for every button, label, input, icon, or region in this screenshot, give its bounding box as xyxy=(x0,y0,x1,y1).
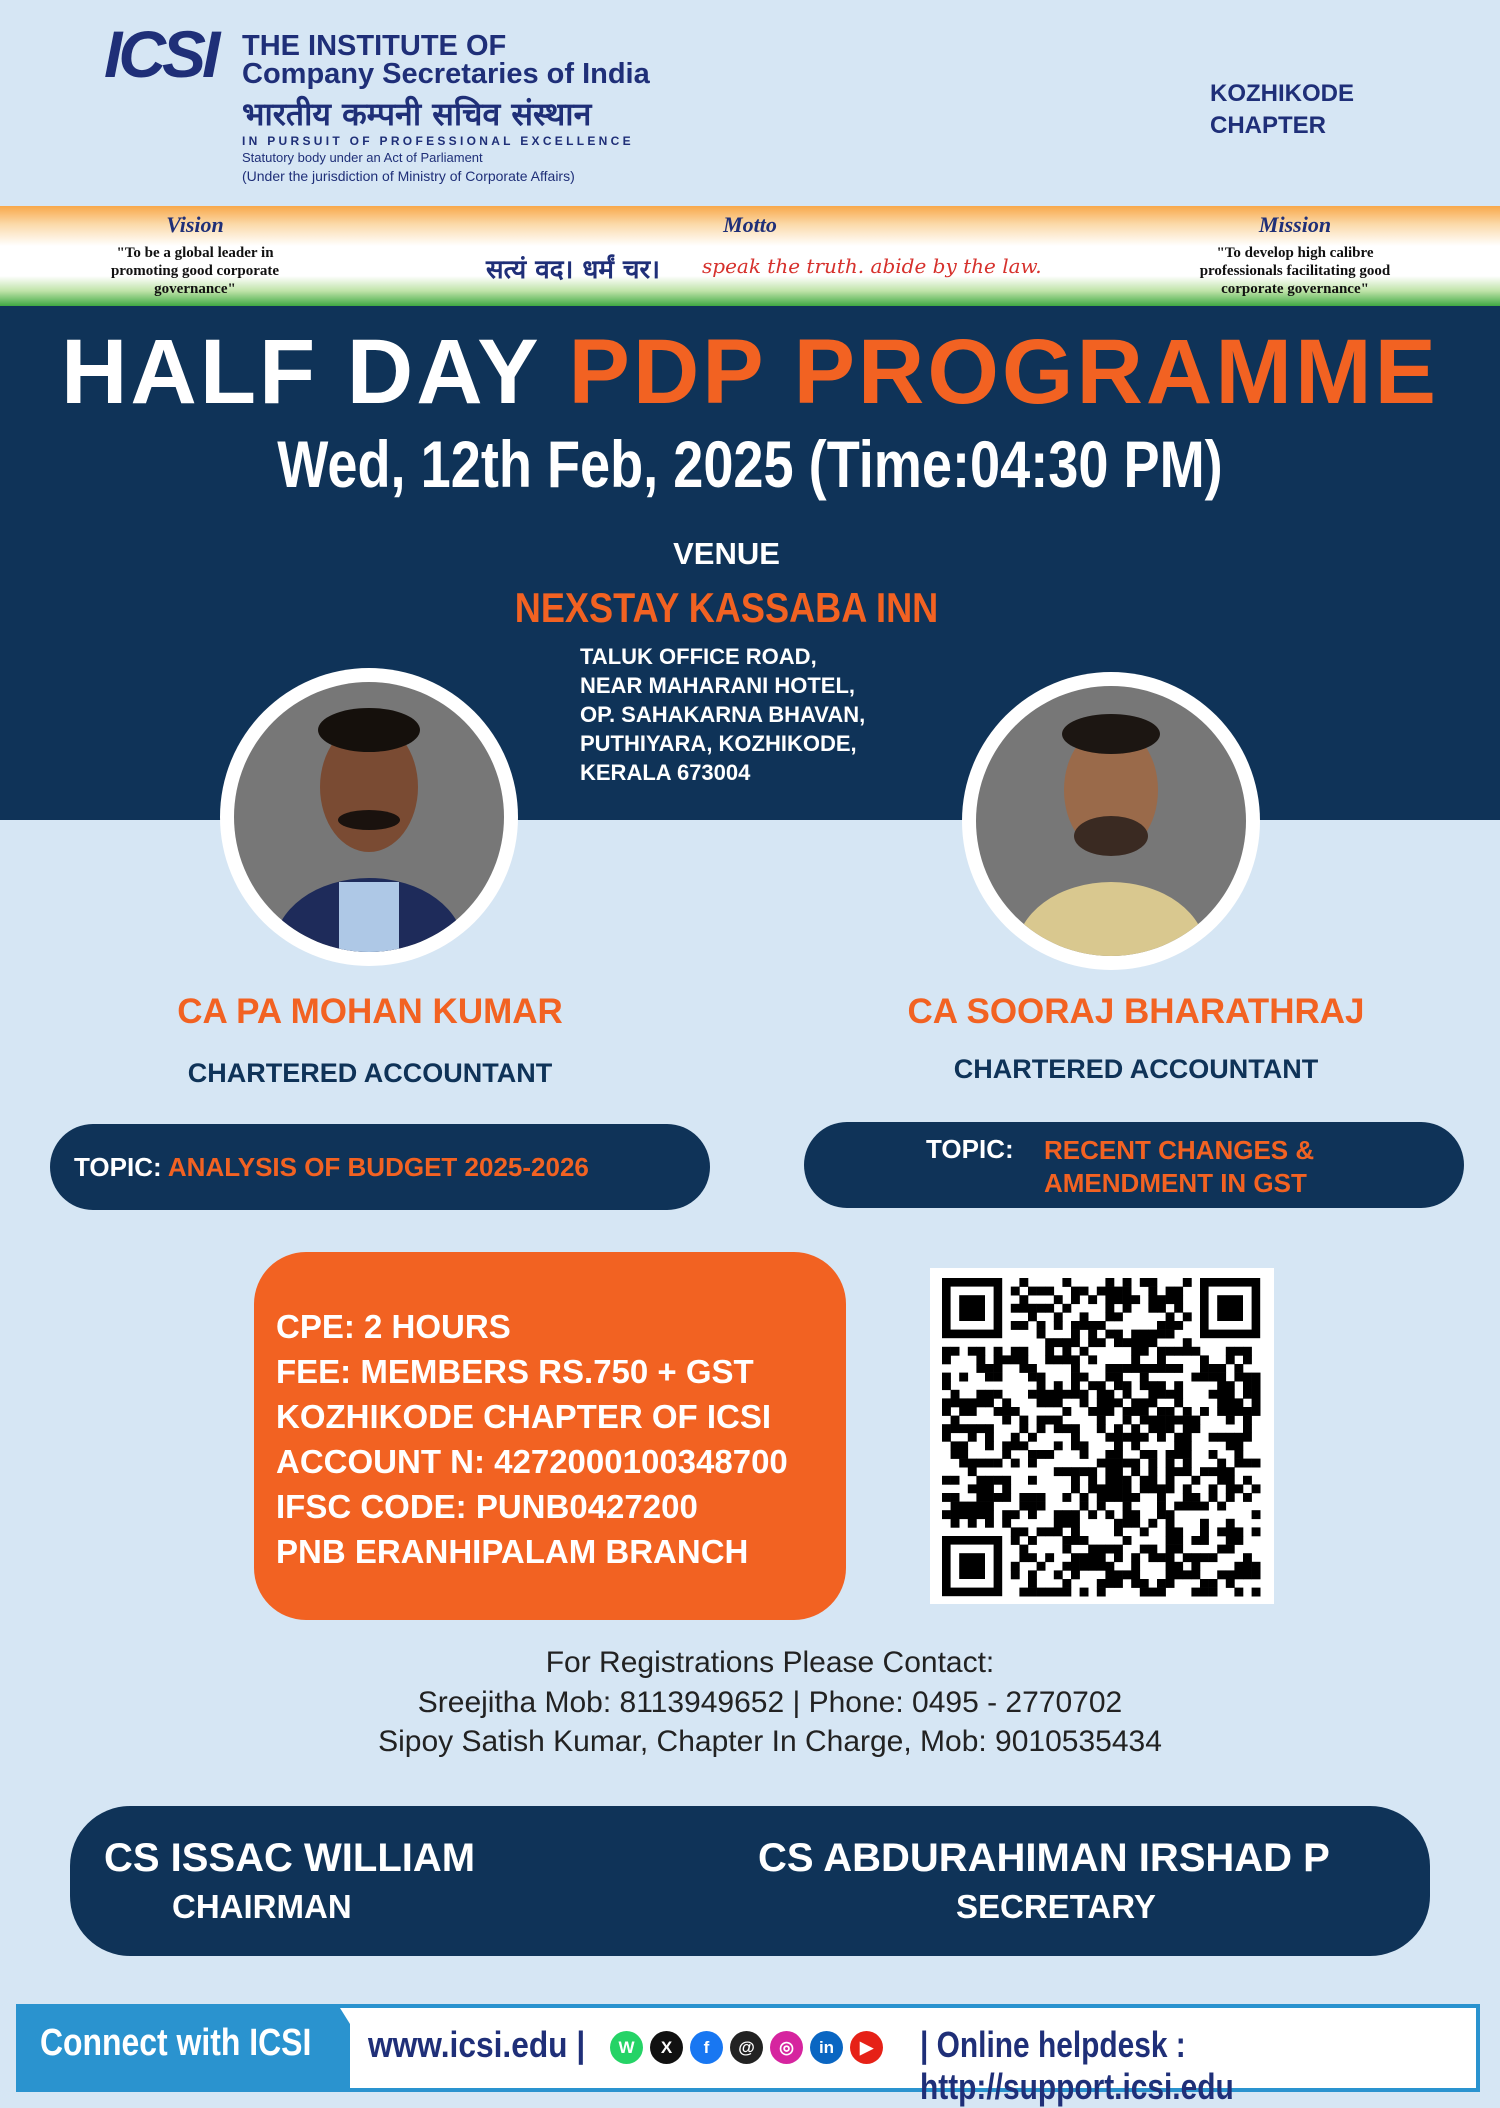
address-line: PUTHIYARA, KOZHIKODE, xyxy=(580,731,857,756)
topic-text xyxy=(1044,1134,1314,1200)
address-line: TALUK OFFICE ROAD, xyxy=(580,644,817,669)
account-number: ACCOUNT N: 4272000100348700 xyxy=(276,1443,788,1480)
venue-address xyxy=(580,642,865,787)
speaker1-name: CA PA MOHAN KUMAR xyxy=(177,992,563,1031)
whatsapp-icon[interactable]: W xyxy=(610,2031,643,2064)
fee-info-box xyxy=(254,1252,846,1620)
threads-icon[interactable]: @ xyxy=(730,2031,763,2064)
venue-name: NEXSTAY KASSABA INN xyxy=(514,584,939,631)
topic-text-line1: RECENT CHANGES & xyxy=(1044,1135,1315,1165)
chairman-role: CHAIRMAN xyxy=(172,1888,352,1925)
facebook-icon[interactable]: f xyxy=(690,2031,723,2064)
motto-title: Motto xyxy=(723,212,777,237)
icsi-logo: ICSI xyxy=(104,17,217,91)
office-bearers-pill xyxy=(70,1806,1430,1956)
vision-title: Vision xyxy=(166,212,224,237)
registration-heading: For Registrations Please Contact: xyxy=(545,1646,995,1679)
qr-code[interactable] xyxy=(930,1268,1274,1604)
mission-title: Mission xyxy=(1258,212,1332,237)
speaker1-photo xyxy=(220,668,518,966)
event-title-orange: PDP PROGRAMME xyxy=(568,321,1440,423)
chairman-name: CS ISSAC WILLIAM xyxy=(104,1836,476,1880)
speaker2-topic xyxy=(804,1122,1464,1208)
website-url[interactable]: www.icsi.edu xyxy=(368,2024,568,2065)
address-line: KERALA 673004 xyxy=(580,760,751,785)
helpdesk-text[interactable]: Online helpdesk : http://support.icsi.edu xyxy=(920,2024,1234,2107)
cpe-hours: CPE: 2 HOURS xyxy=(276,1308,511,1345)
speaker1-role: CHARTERED ACCOUNTANT xyxy=(187,1058,553,1088)
speaker1-topic xyxy=(50,1124,710,1210)
speaker2-role: CHARTERED ACCOUNTANT xyxy=(953,1054,1319,1084)
institute-name-line1: THE INSTITUTE OF xyxy=(242,30,507,62)
helpdesk-link[interactable] xyxy=(920,2024,1401,2108)
chapter-label xyxy=(1210,78,1354,142)
institute-name-line2: Company Secretaries of India xyxy=(242,58,650,90)
youtube-icon[interactable]: ▶ xyxy=(850,2031,883,2064)
ifsc-code: IFSC CODE: PUNB0427200 xyxy=(276,1488,698,1525)
registration-contact1: Sreejitha Mob: 8113949652 | Phone: 0495 - 2770702 xyxy=(417,1686,1123,1719)
registration-contact2: Sipoy Satish Kumar, Chapter In Charge, Mob: 9010535434 xyxy=(378,1725,1162,1758)
chapter-line1: KOZHIKODE xyxy=(1210,80,1354,107)
topic-text: ANALYSIS OF BUDGET 2025-2026 xyxy=(167,1152,589,1182)
speaker2-photo xyxy=(962,672,1260,970)
event-title xyxy=(0,320,1500,425)
vision-text: "To be a global leader in promoting good corporate governance" xyxy=(110,245,280,297)
secretary-name: CS ABDURAHIMAN IRSHAD P xyxy=(758,1836,1330,1880)
jurisdiction-note: (Under the jurisdiction of Ministry of Corporate Affairs) xyxy=(242,168,575,184)
address-line: OP. SAHAKARNA BHAVAN, xyxy=(580,702,866,727)
topic-label: TOPIC: xyxy=(74,1152,162,1182)
qr-code-graphic xyxy=(930,1268,1274,1604)
linkedin-icon[interactable]: in xyxy=(810,2031,843,2064)
connect-label: Connect with ICSI xyxy=(40,2022,312,2064)
separator: | xyxy=(920,2024,929,2065)
venue-label: VENUE xyxy=(673,536,780,571)
separator: | xyxy=(576,2024,586,2065)
speaker2-name: CA SOORAJ BHARATHRAJ xyxy=(907,992,1365,1031)
statutory-note: Statutory body under an Act of Parliament xyxy=(242,150,483,165)
chapter-line2: CHAPTER xyxy=(1210,112,1327,139)
topic-text-line2: AMENDMENT IN GST xyxy=(1044,1168,1307,1198)
fee-text: FEE: MEMBERS RS.750 + GST xyxy=(276,1353,754,1390)
event-title-white: HALF DAY xyxy=(60,321,569,423)
website-link[interactable] xyxy=(368,2024,585,2066)
institute-tagline: IN PURSUIT OF PROFESSIONAL EXCELLENCE xyxy=(242,134,634,148)
account-holder: KOZHIKODE CHAPTER OF ICSI xyxy=(276,1398,772,1435)
motto-english: speak the truth. abide by the law. xyxy=(702,254,1042,278)
mission-text: "To develop high calibre professionals facilitating good corporate governance" xyxy=(1199,245,1391,297)
event-date-time: Wed, 12th Feb, 2025 (Time:04:30 PM) xyxy=(277,427,1223,501)
x-icon[interactable]: X xyxy=(650,2031,683,2064)
institute-name-hindi: भारतीय कम्पनी सचिव संस्थान xyxy=(242,95,592,133)
bank-branch: PNB ERANHIPALAM BRANCH xyxy=(276,1533,749,1570)
motto-hindi: सत्यं वद। धर्मं चर। xyxy=(486,255,661,285)
instagram-icon[interactable]: ◎ xyxy=(770,2031,803,2064)
secretary-role: SECRETARY xyxy=(956,1888,1156,1925)
address-line: NEAR MAHARANI HOTEL, xyxy=(580,673,855,698)
topic-label: TOPIC: xyxy=(926,1134,1014,1164)
